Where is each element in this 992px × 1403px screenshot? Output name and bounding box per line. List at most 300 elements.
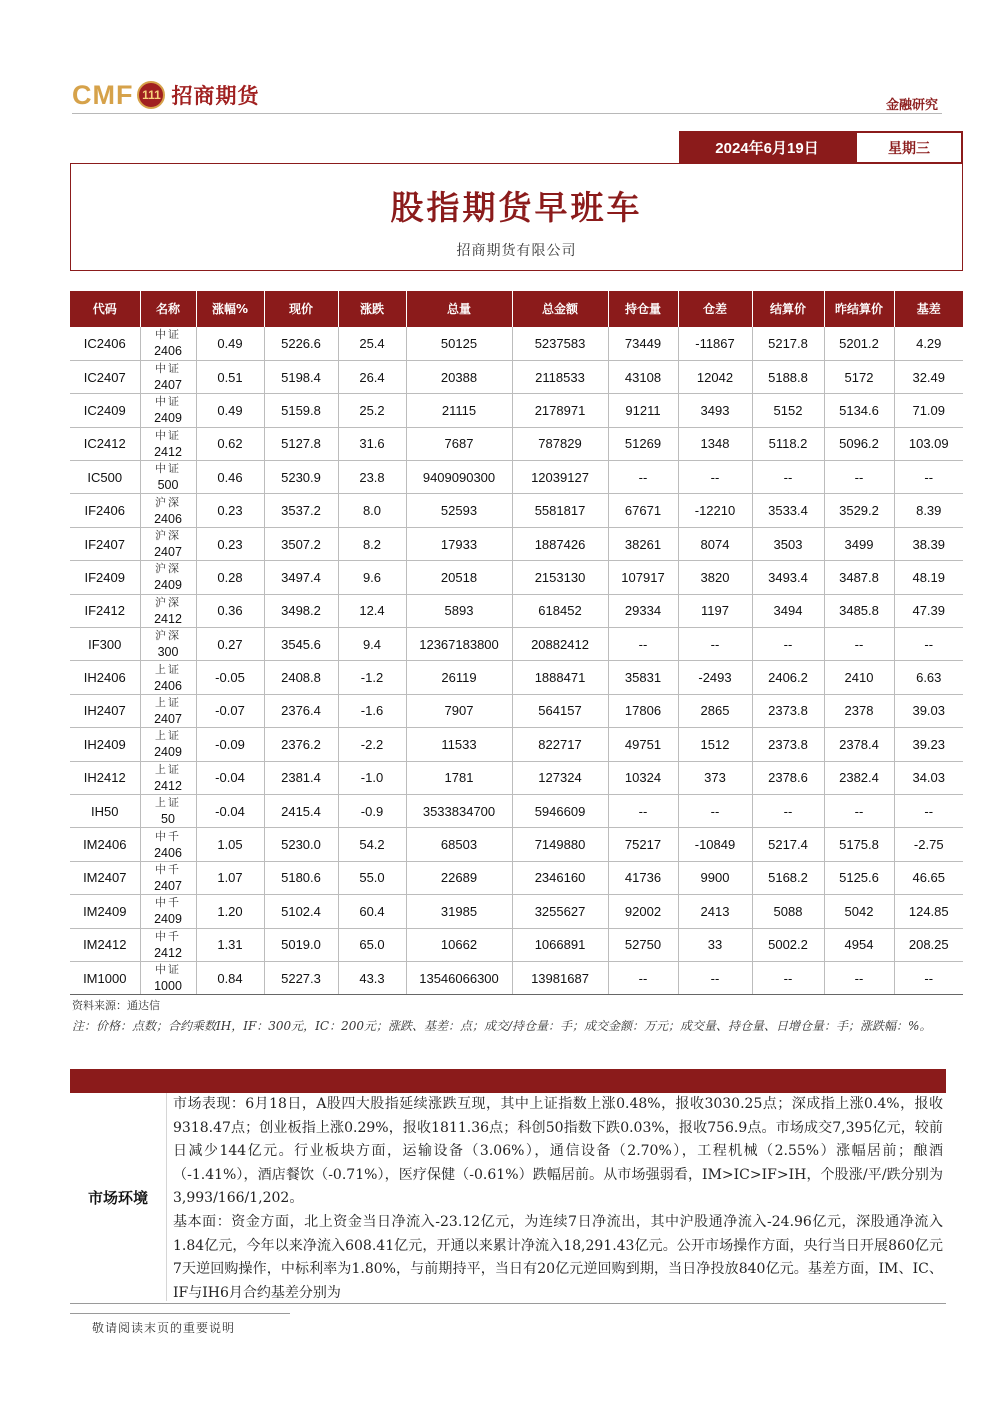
page-title: 股指期货早班车 — [390, 188, 643, 227]
table-cell: -0.05 — [196, 661, 264, 694]
table-cell: 1512 — [678, 728, 752, 761]
header-divider — [72, 113, 942, 114]
table-cell: 9.4 — [338, 628, 406, 661]
table-cell: 1066891 — [512, 928, 608, 961]
table-cell: 2118533 — [512, 360, 608, 393]
table-cell: 5172 — [824, 360, 894, 393]
table-cell: 2415.4 — [264, 794, 338, 827]
table-cell: -- — [752, 461, 824, 494]
cell-code: IF300 — [70, 628, 140, 661]
cell-name-month: 2407 — [154, 545, 182, 560]
table-cell: 25.4 — [338, 327, 406, 360]
table-cell: 7907 — [406, 694, 512, 727]
logo-cmf-text: CMF — [72, 79, 134, 110]
table-cell: -12210 — [678, 494, 752, 527]
table-cell: 5180.6 — [264, 861, 338, 894]
cell-name — [140, 461, 196, 494]
column-header: 总金额 — [512, 291, 608, 327]
table-cell: 5159.8 — [264, 394, 338, 427]
table-cell: 4954 — [824, 928, 894, 961]
table-cell: 127324 — [512, 761, 608, 794]
footer-disclaimer: 敬请阅读末页的重要说明 — [92, 1321, 236, 1335]
table-cell: 41736 — [608, 861, 678, 894]
table-cell: 0.36 — [196, 594, 264, 627]
table-cell: 51269 — [608, 427, 678, 460]
column-header: 名称 — [140, 291, 196, 327]
cell-code: IH50 — [70, 794, 140, 827]
cell-name-index: 沪深 — [155, 495, 181, 509]
table-cell: 17933 — [406, 527, 512, 560]
table-cell: 2378.4 — [824, 728, 894, 761]
cell-name — [140, 828, 196, 861]
table-cell: 5230.9 — [264, 461, 338, 494]
cell-name-index: 上证 — [155, 796, 181, 810]
cell-name-index: 沪深 — [155, 562, 181, 576]
cell-name-index: 中证 — [155, 362, 181, 376]
table-cell: -0.07 — [196, 694, 264, 727]
table-cell: 5002.2 — [752, 928, 824, 961]
table-cell: 5237583 — [512, 327, 608, 360]
table-cell: 48.19 — [894, 561, 963, 594]
table-cell: 13546066300 — [406, 961, 512, 994]
cell-name-month: 2406 — [154, 344, 182, 359]
table-cell: 5127.8 — [264, 427, 338, 460]
cell-name-index: 中证 — [155, 428, 181, 442]
table-cell: -0.04 — [196, 794, 264, 827]
cell-name — [140, 728, 196, 761]
column-header: 基差 — [894, 291, 963, 327]
column-header: 仓差 — [678, 291, 752, 327]
cell-code: IH2407 — [70, 694, 140, 727]
table-cell: 52750 — [608, 928, 678, 961]
table-cell: 5230.0 — [264, 828, 338, 861]
table-cell: 5134.6 — [824, 394, 894, 427]
cell-name-month: 2407 — [154, 711, 182, 726]
table-cell: 5201.2 — [824, 327, 894, 360]
table-cell: 822717 — [512, 728, 608, 761]
table-cell: 5175.8 — [824, 828, 894, 861]
cell-name — [140, 394, 196, 427]
logo-badge-icon: 111 — [137, 81, 165, 109]
table-cell: 26119 — [406, 661, 512, 694]
cell-name-month: 2406 — [154, 511, 182, 526]
report-date: 2024年6月19日 — [679, 131, 855, 164]
table-cell: 4.29 — [894, 327, 963, 360]
data-source: 资料来源：通达信 — [72, 999, 160, 1012]
table-cell: -1.0 — [338, 761, 406, 794]
table-row — [70, 427, 963, 460]
cell-name-index: 中证 — [155, 395, 181, 409]
table-row — [70, 360, 963, 393]
table-cell: 22689 — [406, 861, 512, 894]
table-cell: -2.2 — [338, 728, 406, 761]
table-cell: 5893 — [406, 594, 512, 627]
table-cell: 3493 — [678, 394, 752, 427]
market-performance-paragraph: 市场表现：6月18日，A股四大股指延续涨跌互现，其中上证指数上涨0.48%，报收3030.25点；深成指上涨0.4%，报收9318.47点；创业板指上涨0.29%，报收1811.36点；科创50指数下跌0.03%，报收756.9点。市场成交7,395亿元，较前日减少144亿元。行业板块方面，运输设备（3.06%），通信设备（2.70%），工程机械（2.55%）涨幅居前；酿酒（-1.41%），酒店餐饮（-0.71%），医疗保健（-0.61%）跌幅居前。从市场强弱看，IM>IC>IF>IH，个股涨/平/跌分别为3,993/166/1,202。 — [173, 1096, 943, 1207]
table-cell: 1197 — [678, 594, 752, 627]
table-cell: 12.4 — [338, 594, 406, 627]
table-cell: 0.49 — [196, 327, 264, 360]
table-cell: -0.04 — [196, 761, 264, 794]
column-header: 总量 — [406, 291, 512, 327]
table-cell: 107917 — [608, 561, 678, 594]
table-row — [70, 561, 963, 594]
table-cell: 31985 — [406, 895, 512, 928]
table-cell: 25.2 — [338, 394, 406, 427]
table-cell: 2378 — [824, 694, 894, 727]
table-cell: 71.09 — [894, 394, 963, 427]
table-cell: -0.9 — [338, 794, 406, 827]
table-cell: 2381.4 — [264, 761, 338, 794]
cell-code: IF2409 — [70, 561, 140, 594]
table-cell: 12042 — [678, 360, 752, 393]
table-cell: -- — [608, 794, 678, 827]
table-cell: 5217.4 — [752, 828, 824, 861]
table-cell: 6.63 — [894, 661, 963, 694]
table-row — [70, 895, 963, 928]
cell-name — [140, 694, 196, 727]
table-row — [70, 628, 963, 661]
cell-name-index: 沪深 — [155, 529, 181, 543]
table-cell: 5102.4 — [264, 895, 338, 928]
table-header-row — [70, 291, 963, 327]
cell-code: IH2412 — [70, 761, 140, 794]
table-cell: 29334 — [608, 594, 678, 627]
cell-name — [140, 527, 196, 560]
table-cell: 2373.8 — [752, 728, 824, 761]
table-cell: 564157 — [512, 694, 608, 727]
cell-name-month: 2406 — [154, 845, 182, 860]
table-cell: 43108 — [608, 360, 678, 393]
column-header: 现价 — [264, 291, 338, 327]
table-cell: 17806 — [608, 694, 678, 727]
table-cell: 0.28 — [196, 561, 264, 594]
table-cell: 12367183800 — [406, 628, 512, 661]
table-cell: 5946609 — [512, 794, 608, 827]
table-cell: 0.23 — [196, 494, 264, 527]
cell-code: IM2412 — [70, 928, 140, 961]
cell-name-month: 300 — [157, 645, 179, 660]
page-subtitle: 招商期货有限公司 — [456, 243, 577, 259]
cell-name — [140, 494, 196, 527]
table-cell: -- — [894, 961, 963, 994]
table-cell: 38261 — [608, 527, 678, 560]
table-cell: 34.03 — [894, 761, 963, 794]
cell-name-month: 2412 — [154, 945, 182, 960]
cell-name — [140, 427, 196, 460]
table-cell: 8.39 — [894, 494, 963, 527]
cell-name — [140, 794, 196, 827]
table-cell: 0.23 — [196, 527, 264, 560]
cell-name — [140, 895, 196, 928]
table-cell: -- — [608, 628, 678, 661]
table-cell: 5096.2 — [824, 427, 894, 460]
table-cell: 73449 — [608, 327, 678, 360]
table-cell: 124.85 — [894, 895, 963, 928]
table-row — [70, 394, 963, 427]
table-cell: 2378.6 — [752, 761, 824, 794]
cell-name-month: 1000 — [154, 979, 182, 994]
market-text — [173, 1093, 943, 1301]
cell-name — [140, 761, 196, 794]
table-cell: 33 — [678, 928, 752, 961]
cell-code: IF2406 — [70, 494, 140, 527]
table-cell: 2410 — [824, 661, 894, 694]
table-row — [70, 494, 963, 527]
table-cell: -- — [752, 961, 824, 994]
table-cell: 3493.4 — [752, 561, 824, 594]
cell-name-index: 上证 — [155, 729, 181, 743]
market-label: 市场环境 — [87, 1188, 148, 1207]
cell-code: IM2409 — [70, 895, 140, 928]
table-cell: 2373.8 — [752, 694, 824, 727]
cell-code: IC2409 — [70, 394, 140, 427]
table-row — [70, 327, 963, 360]
table-cell: 8.0 — [338, 494, 406, 527]
table-cell: 38.39 — [894, 527, 963, 560]
table-cell: 3545.6 — [264, 628, 338, 661]
table-row — [70, 828, 963, 861]
cell-name-month: 2406 — [154, 678, 182, 693]
footer-divider — [70, 1303, 946, 1304]
table-cell: 10662 — [406, 928, 512, 961]
table-cell: 35831 — [608, 661, 678, 694]
table-cell: -11867 — [678, 327, 752, 360]
table-cell: -1.2 — [338, 661, 406, 694]
table-row — [70, 527, 963, 560]
table-cell: 20388 — [406, 360, 512, 393]
table-cell: 55.0 — [338, 861, 406, 894]
table-cell: -2493 — [678, 661, 752, 694]
table-cell: 2406.2 — [752, 661, 824, 694]
table-cell: 0.51 — [196, 360, 264, 393]
cell-name-month: 500 — [157, 478, 179, 493]
table-cell: 618452 — [512, 594, 608, 627]
table-row — [70, 861, 963, 894]
table-cell: 2865 — [678, 694, 752, 727]
cell-name-index: 中千 — [155, 829, 181, 843]
table-cell: -- — [824, 794, 894, 827]
cell-code: IF2407 — [70, 527, 140, 560]
cell-code: IF2412 — [70, 594, 140, 627]
table-cell: 8.2 — [338, 527, 406, 560]
table-cell: 2178971 — [512, 394, 608, 427]
table-cell: 3497.4 — [264, 561, 338, 594]
table-cell: -1.6 — [338, 694, 406, 727]
cell-name-index: 中证 — [155, 963, 181, 977]
table-row — [70, 461, 963, 494]
table-cell: 5581817 — [512, 494, 608, 527]
table-row — [70, 661, 963, 694]
table-cell: 3537.2 — [264, 494, 338, 527]
cell-name — [140, 561, 196, 594]
table-cell: 1887426 — [512, 527, 608, 560]
cell-name-index: 沪深 — [155, 629, 181, 643]
table-cell: 91211 — [608, 394, 678, 427]
table-cell: 60.4 — [338, 895, 406, 928]
table-cell: 3507.2 — [264, 527, 338, 560]
table-cell: 2376.2 — [264, 728, 338, 761]
table-row — [70, 928, 963, 961]
footer-short-divider — [70, 1313, 290, 1314]
table-cell: 92002 — [608, 895, 678, 928]
table-cell: 39.23 — [894, 728, 963, 761]
table-cell: 787829 — [512, 427, 608, 460]
column-header: 涨幅% — [196, 291, 264, 327]
cell-name-month: 2409 — [154, 578, 182, 593]
table-cell: -- — [608, 961, 678, 994]
table-cell: 50125 — [406, 327, 512, 360]
table-cell: 2346160 — [512, 861, 608, 894]
table-cell: 47.39 — [894, 594, 963, 627]
cell-name — [140, 928, 196, 961]
table-cell: 49751 — [608, 728, 678, 761]
table-cell: 1781 — [406, 761, 512, 794]
table-cell: 5188.8 — [752, 360, 824, 393]
cell-name-index: 沪深 — [155, 595, 181, 609]
cell-name-index: 上证 — [155, 695, 181, 709]
cell-code: IC2412 — [70, 427, 140, 460]
table-cell: -- — [824, 461, 894, 494]
table-cell: 11533 — [406, 728, 512, 761]
table-cell: 1.20 — [196, 895, 264, 928]
cell-name-index: 中千 — [155, 929, 181, 943]
table-cell: 21115 — [406, 394, 512, 427]
cell-name-index: 上证 — [155, 762, 181, 776]
cell-code: IC500 — [70, 461, 140, 494]
cell-name-index: 上证 — [155, 662, 181, 676]
market-divider — [166, 1093, 167, 1301]
table-cell: 373 — [678, 761, 752, 794]
cell-name — [140, 594, 196, 627]
table-cell: 2376.4 — [264, 694, 338, 727]
table-cell: 3498.2 — [264, 594, 338, 627]
section-tag: 金融研究 — [885, 98, 938, 113]
table-cell: 7687 — [406, 427, 512, 460]
cell-name-month: 2409 — [154, 411, 182, 426]
table-row — [70, 961, 963, 994]
table-cell: 8074 — [678, 527, 752, 560]
cell-code: IM2406 — [70, 828, 140, 861]
column-header: 代码 — [70, 291, 140, 327]
column-header: 昨结算价 — [824, 291, 894, 327]
table-cell: 68503 — [406, 828, 512, 861]
table-cell: 9900 — [678, 861, 752, 894]
table-cell: -- — [824, 628, 894, 661]
table-body — [70, 327, 963, 995]
table-cell: 20882412 — [512, 628, 608, 661]
table-cell: 75217 — [608, 828, 678, 861]
table-cell: 43.3 — [338, 961, 406, 994]
table-cell: 46.65 — [894, 861, 963, 894]
cell-name-index: 中千 — [155, 896, 181, 910]
table-cell: 5125.6 — [824, 861, 894, 894]
table-cell: 0.27 — [196, 628, 264, 661]
table-cell: 26.4 — [338, 360, 406, 393]
cell-code: IC2406 — [70, 327, 140, 360]
table-cell: 10324 — [608, 761, 678, 794]
cell-name-month: 2407 — [154, 378, 182, 393]
cell-name-month: 2412 — [154, 611, 182, 626]
table-cell: 5168.2 — [752, 861, 824, 894]
cell-name — [140, 661, 196, 694]
table-cell: -- — [752, 628, 824, 661]
table-cell: 0.49 — [196, 394, 264, 427]
cell-name-index: 中证 — [155, 462, 181, 476]
table-cell: 208.25 — [894, 928, 963, 961]
table-cell: 2153130 — [512, 561, 608, 594]
table-cell: 13981687 — [512, 961, 608, 994]
table-cell: 3503 — [752, 527, 824, 560]
table-cell: 5227.3 — [264, 961, 338, 994]
cell-name-month: 50 — [161, 812, 175, 827]
market-section — [70, 1093, 946, 1301]
table-cell: 5019.0 — [264, 928, 338, 961]
table-cell: -- — [678, 794, 752, 827]
table-cell: -- — [894, 628, 963, 661]
table-cell: -10849 — [678, 828, 752, 861]
units-note: 注：价格：点数；合约乘数IH，IF：300元，IC：200元；涨跌、基差：点；成交/持仓量：手；成交金额：万元；成交量、持仓量、日增仓量：手；涨跌幅：%。 — [72, 1019, 932, 1033]
table-cell: 32.49 — [894, 360, 963, 393]
futures-table — [70, 291, 963, 995]
table-cell: 3820 — [678, 561, 752, 594]
cell-code: IH2406 — [70, 661, 140, 694]
table-row — [70, 794, 963, 827]
table-row — [70, 761, 963, 794]
cell-code: IC2407 — [70, 360, 140, 393]
table-cell: 5226.6 — [264, 327, 338, 360]
cell-name-index: 中千 — [155, 862, 181, 876]
column-header: 结算价 — [752, 291, 824, 327]
table-cell: 1348 — [678, 427, 752, 460]
column-header: 涨跌 — [338, 291, 406, 327]
table-cell: 5042 — [824, 895, 894, 928]
cell-code: IM1000 — [70, 961, 140, 994]
table-cell: 0.62 — [196, 427, 264, 460]
table-notes — [72, 996, 952, 1036]
table-cell: 5118.2 — [752, 427, 824, 460]
table-cell: -2.75 — [894, 828, 963, 861]
table-cell: -- — [752, 794, 824, 827]
table-cell: 1.31 — [196, 928, 264, 961]
report-weekday: 星期三 — [855, 131, 963, 164]
cell-name-month: 2412 — [154, 778, 182, 793]
cell-name — [140, 327, 196, 360]
table-cell: -- — [678, 961, 752, 994]
table-cell: 0.84 — [196, 961, 264, 994]
section-red-bar — [70, 1069, 946, 1093]
cell-name-index: 中证 — [155, 328, 181, 342]
table-cell: -0.09 — [196, 728, 264, 761]
cell-name-month: 2412 — [154, 444, 182, 459]
table-cell: 1.05 — [196, 828, 264, 861]
table-cell: -- — [678, 628, 752, 661]
table-row — [70, 728, 963, 761]
table-cell: 12039127 — [512, 461, 608, 494]
table-cell: 9409090300 — [406, 461, 512, 494]
table-cell: 9.6 — [338, 561, 406, 594]
table-cell: 7149880 — [512, 828, 608, 861]
table-cell: 52593 — [406, 494, 512, 527]
cell-name — [140, 861, 196, 894]
table-cell: 65.0 — [338, 928, 406, 961]
company-logo — [72, 78, 259, 112]
title-box — [70, 163, 963, 271]
table-row — [70, 694, 963, 727]
table-row — [70, 594, 963, 627]
table-cell: 5152 — [752, 394, 824, 427]
table-cell: 23.8 — [338, 461, 406, 494]
